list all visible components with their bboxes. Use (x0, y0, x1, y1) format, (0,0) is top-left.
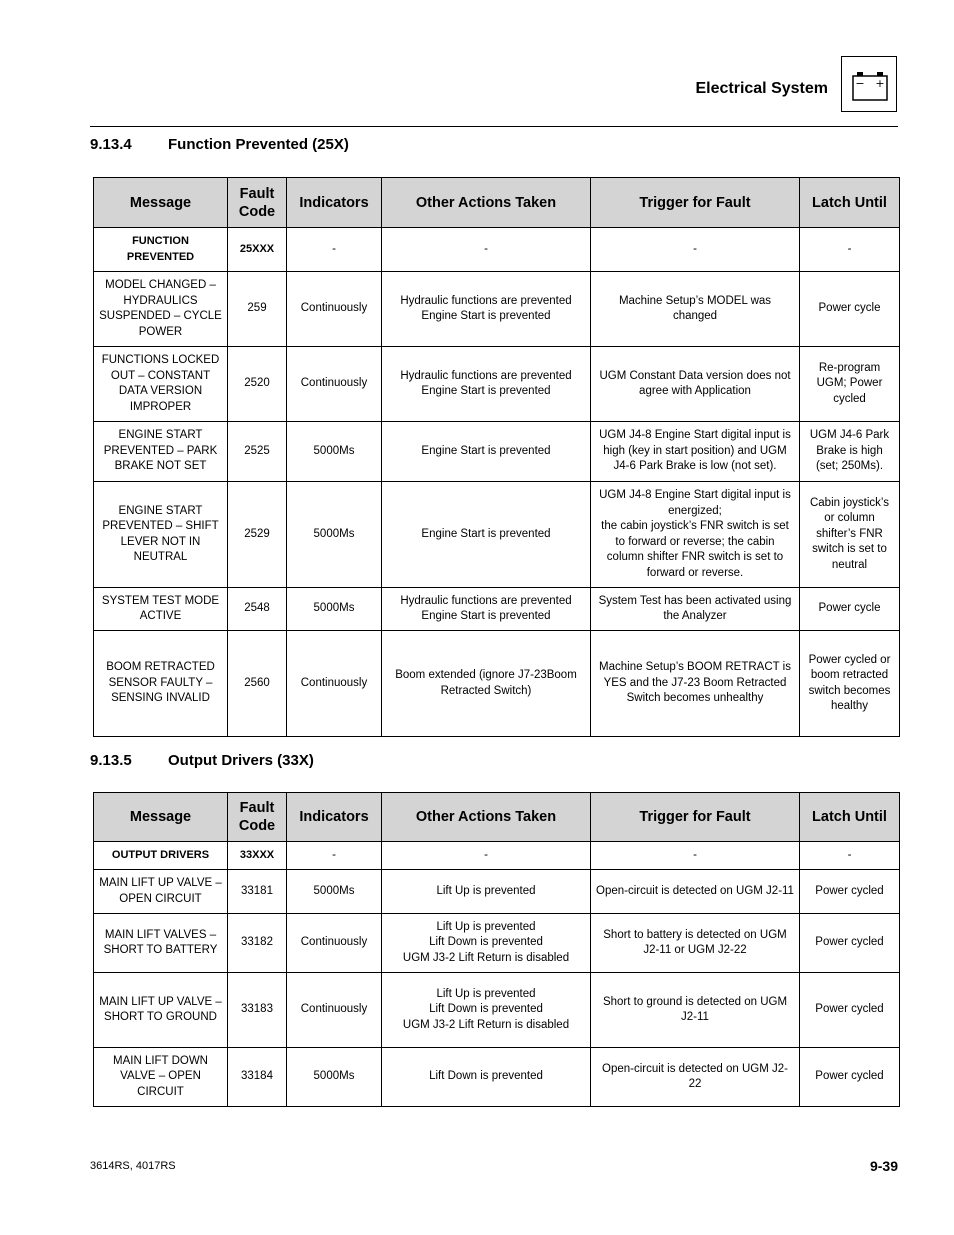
cell-latch: Cabin joystick’s or column shifter’s FNR switch is set to neutral (800, 482, 900, 588)
cell-trigger: UGM J4-8 Engine Start digital input is energized; the cabin joystick’s FNR switch is set to forward or reverse; the cabin column shifter FNR switch is set to forward or reverse. (591, 482, 800, 588)
cell-indicators: 5000Ms (287, 422, 382, 482)
column-header-indicators: Indicators (287, 178, 382, 228)
table-group-row (94, 842, 900, 870)
cell-trigger: Open-circuit is detected on UGM J2-22 (591, 1048, 800, 1107)
cell-latch: Power cycled (800, 973, 900, 1048)
cell-actions: Engine Start is prevented (382, 422, 591, 482)
cell-latch: Power cycled (800, 870, 900, 914)
cell-latch: Power cycled or boom retracted switch becomes healthy (800, 631, 900, 737)
section-title: Output Drivers (33X) (168, 752, 314, 769)
column-header-message: Message (94, 793, 228, 842)
cell-actions: Lift Up is prevented (382, 870, 591, 914)
table-row (94, 482, 900, 588)
battery-icon (841, 56, 897, 112)
group-actions: - (382, 228, 591, 272)
cell-message: FUNCTIONS LOCKED OUT – CONSTANT DATA VERSION IMPROPER (94, 347, 228, 422)
table-row (94, 588, 900, 631)
group-indicators: - (287, 228, 382, 272)
table-row (94, 422, 900, 482)
cell-trigger: UGM Constant Data version does not agree with Application (591, 347, 800, 422)
cell-actions: Lift Up is prevented Lift Down is prevented UGM J3-2 Lift Return is disabled (382, 973, 591, 1048)
table-row (94, 347, 900, 422)
table-header-row (94, 178, 900, 228)
cell-indicators: Continuously (287, 914, 382, 973)
battery-icon-graphic (842, 57, 896, 111)
battery-plus-glyph: + (875, 77, 885, 90)
cell-message: MAIN LIFT VALVES – SHORT TO BATTERY (94, 914, 228, 973)
table-row (94, 973, 900, 1048)
function-prevented-table (93, 177, 900, 737)
cell-indicators: 5000Ms (287, 482, 382, 588)
group-latch: - (800, 228, 900, 272)
cell-trigger: Machine Setup’s BOOM RETRACT is YES and the J7-23 Boom Retracted Switch becomes unhealthy (591, 631, 800, 737)
cell-latch: Power cycle (800, 588, 900, 631)
table-row (94, 1048, 900, 1107)
cell-message: MAIN LIFT UP VALVE – OPEN CIRCUIT (94, 870, 228, 914)
section-number: 9.13.5 (90, 752, 132, 769)
cell-code: 259 (228, 272, 287, 347)
cell-indicators: Continuously (287, 272, 382, 347)
cell-indicators: 5000Ms (287, 870, 382, 914)
cell-code: 33181 (228, 870, 287, 914)
group-trigger: - (591, 842, 800, 870)
cell-message: SYSTEM TEST MODE ACTIVE (94, 588, 228, 631)
page-number: 9-39 (869, 1158, 898, 1174)
section-title: Function Prevented (25X) (168, 136, 349, 153)
cell-code: 2529 (228, 482, 287, 588)
table-row (94, 272, 900, 347)
cell-indicators: Continuously (287, 631, 382, 737)
cell-message: MAIN LIFT UP VALVE – SHORT TO GROUND (94, 973, 228, 1048)
cell-actions: Hydraulic functions are prevented Engine Start is prevented (382, 588, 591, 631)
column-header-other-actions: Other Actions Taken (382, 178, 591, 228)
group-message: FUNCTION PREVENTED (94, 228, 228, 272)
section-heading-function-prevented (90, 136, 349, 153)
cell-code: 33183 (228, 973, 287, 1048)
column-header-trigger: Trigger for Fault (591, 178, 800, 228)
cell-trigger: Short to ground is detected on UGM J2-11 (591, 973, 800, 1048)
group-code: 33XXX (228, 842, 287, 870)
cell-latch: Power cycle (800, 272, 900, 347)
group-code: 25XXX (228, 228, 287, 272)
cell-trigger: System Test has been activated using the Analyzer (591, 588, 800, 631)
cell-message: MODEL CHANGED – HYDRAULICS SUSPENDED – CYCLE POWER (94, 272, 228, 347)
cell-trigger: Short to battery is detected on UGM J2-11 or UGM J2-22 (591, 914, 800, 973)
cell-actions: Hydraulic functions are prevented Engine Start is prevented (382, 347, 591, 422)
cell-latch: Power cycled (800, 914, 900, 973)
column-header-latch-until: Latch Until (800, 793, 900, 842)
output-drivers-table (93, 792, 900, 1107)
table-header-row (94, 793, 900, 842)
group-indicators: - (287, 842, 382, 870)
cell-actions: Hydraulic functions are prevented Engine Start is prevented (382, 272, 591, 347)
cell-message: ENGINE START PREVENTED – PARK BRAKE NOT SET (94, 422, 228, 482)
cell-code: 33182 (228, 914, 287, 973)
group-trigger: - (591, 228, 800, 272)
column-header-trigger: Trigger for Fault (591, 793, 800, 842)
table-group-row (94, 228, 900, 272)
table-row (94, 914, 900, 973)
section-number: 9.13.4 (90, 136, 132, 153)
column-header-message: Message (94, 178, 228, 228)
cell-indicators: 5000Ms (287, 1048, 382, 1107)
cell-message: MAIN LIFT DOWN VALVE – OPEN CIRCUIT (94, 1048, 228, 1107)
cell-code: 2548 (228, 588, 287, 631)
group-latch: - (800, 842, 900, 870)
group-actions: - (382, 842, 591, 870)
footer-model-numbers: 3614RS, 4017RS (90, 1160, 176, 1172)
cell-message: BOOM RETRACTED SENSOR FAULTY – SENSING INVALID (94, 631, 228, 737)
cell-code: 33184 (228, 1048, 287, 1107)
battery-minus-glyph: − (855, 77, 865, 90)
cell-actions: Engine Start is prevented (382, 482, 591, 588)
cell-actions: Lift Down is prevented (382, 1048, 591, 1107)
cell-code: 2520 (228, 347, 287, 422)
group-message: OUTPUT DRIVERS (94, 842, 228, 870)
cell-latch: Re-program UGM; Power cycled (800, 347, 900, 422)
column-header-indicators: Indicators (287, 793, 382, 842)
cell-trigger: Open-circuit is detected on UGM J2-11 (591, 870, 800, 914)
cell-message: ENGINE START PREVENTED – SHIFT LEVER NOT IN NEUTRAL (94, 482, 228, 588)
cell-latch: UGM J4-6 Park Brake is high (set; 250Ms). (800, 422, 900, 482)
cell-indicators: 5000Ms (287, 588, 382, 631)
cell-actions: Lift Up is prevented Lift Down is prevented UGM J3-2 Lift Return is disabled (382, 914, 591, 973)
cell-indicators: Continuously (287, 347, 382, 422)
header-divider (90, 126, 898, 127)
cell-latch: Power cycled (800, 1048, 900, 1107)
column-header-other-actions: Other Actions Taken (382, 793, 591, 842)
column-header-latch-until: Latch Until (800, 178, 900, 228)
cell-trigger: UGM J4-8 Engine Start digital input is high (key in start position) and UGM J4-6 Park Brake is low (not set). (591, 422, 800, 482)
cell-trigger: Machine Setup’s MODEL was changed (591, 272, 800, 347)
header-title: Electrical System (695, 80, 828, 97)
column-header-fault-code: Fault Code (228, 178, 287, 228)
table-row (94, 870, 900, 914)
column-header-fault-code: Fault Code (228, 793, 287, 842)
table-row (94, 631, 900, 737)
cell-actions: Boom extended (ignore J7-23Boom Retracted Switch) (382, 631, 591, 737)
cell-code: 2560 (228, 631, 287, 737)
section-heading-output-drivers (90, 752, 314, 769)
cell-indicators: Continuously (287, 973, 382, 1048)
cell-code: 2525 (228, 422, 287, 482)
